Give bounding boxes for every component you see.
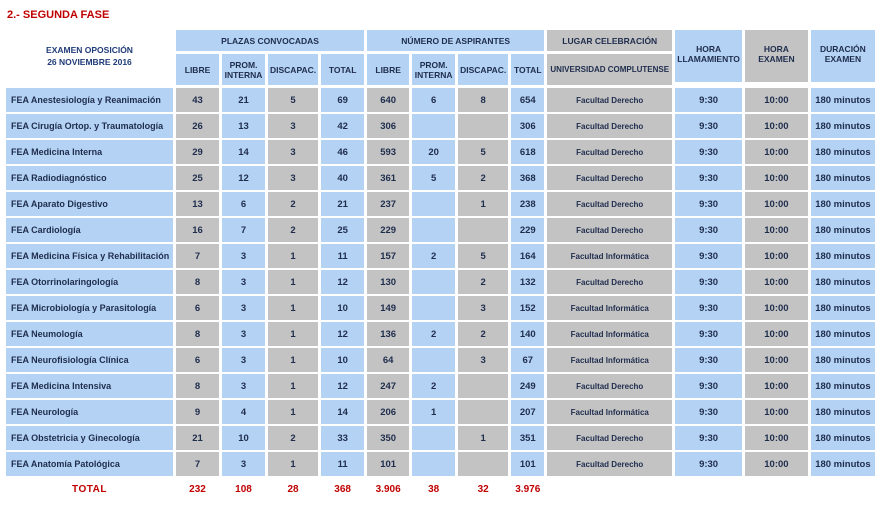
table-row (6, 426, 875, 452)
hora-llamamiento-header: HORA LLAMAMIENTO (675, 30, 742, 85)
aspirantes-total: 67 (511, 348, 544, 374)
hora-examen: 10:00 (745, 270, 808, 296)
lugar-celebracion: Facultad Informática (547, 348, 672, 374)
aspirantes-libre: 237 (367, 192, 409, 218)
plazas-libre: 26 (176, 114, 219, 140)
plazas-discapac: 3 (268, 114, 318, 140)
plazas-total: 14 (321, 400, 364, 426)
aspirantes-total: 140 (511, 322, 544, 348)
hora-llamamiento: 9:30 (675, 426, 742, 452)
aspirantes-prom-interna: 6 (412, 88, 455, 114)
plazas-prom-interna: 3 (222, 374, 265, 400)
hora-examen: 10:00 (745, 244, 808, 270)
hora-llamamiento: 9:30 (675, 270, 742, 296)
hora-examen: 10:00 (745, 296, 808, 322)
plazas-libre: 7 (176, 244, 219, 270)
plazas-prom-interna: 3 (222, 296, 265, 322)
plazas-discapac: 1 (268, 244, 318, 270)
hora-llamamiento: 9:30 (675, 114, 742, 140)
plazas-total: 11 (321, 452, 364, 478)
aspirantes-prom-interna: 20 (412, 140, 455, 166)
plazas-prom-interna: 14 (222, 140, 265, 166)
plazas-libre: 8 (176, 270, 219, 296)
specialty-name: FEA Neurología (6, 400, 173, 426)
col-plazas-libre: LIBRE (176, 54, 219, 85)
aspirantes-total: 152 (511, 296, 544, 322)
plazas-total: 40 (321, 166, 364, 192)
table-row (6, 348, 875, 374)
specialty-name: FEA Anestesiología y Reanimación (6, 88, 173, 114)
plazas-discapac: 3 (268, 140, 318, 166)
plazas-prom-interna: 12 (222, 166, 265, 192)
hora-llamamiento: 9:30 (675, 348, 742, 374)
aspirantes-prom-interna (412, 426, 455, 452)
lugar-celebracion: Facultad Informática (547, 244, 672, 270)
specialty-name: FEA Cirugía Ortop. y Traumatología (6, 114, 173, 140)
col-lugar-universidad: UNIVERSIDAD COMPLUTENSE (547, 54, 672, 85)
lugar-celebracion: Facultad Derecho (547, 140, 672, 166)
plazas-prom-interna: 3 (222, 348, 265, 374)
plazas-libre: 13 (176, 192, 219, 218)
specialty-name: FEA Microbiología y Parasitología (6, 296, 173, 322)
specialty-name: FEA Anatomía Patológica (6, 452, 173, 478)
plazas-discapac: 1 (268, 452, 318, 478)
aspirantes-discapac (458, 114, 508, 140)
table-body (6, 88, 875, 478)
aspirantes-total: 101 (511, 452, 544, 478)
specialty-name: FEA Neurofisiología Clínica (6, 348, 173, 374)
lugar-celebracion: Facultad Informática (547, 296, 672, 322)
plazas-total: 33 (321, 426, 364, 452)
aspirantes-discapac: 5 (458, 244, 508, 270)
plazas-discapac: 2 (268, 426, 318, 452)
table-row (6, 374, 875, 400)
duracion-examen: 180 minutos (811, 140, 875, 166)
aspirantes-libre: 247 (367, 374, 409, 400)
plazas-total: 11 (321, 244, 364, 270)
duracion-examen: 180 minutos (811, 296, 875, 322)
aspirantes-libre: 130 (367, 270, 409, 296)
col-plazas-discapac: DISCAPAC. (268, 54, 318, 85)
aspirantes-discapac: 1 (458, 426, 508, 452)
lugar-celebracion: Facultad Derecho (547, 88, 672, 114)
duracion-examen: 180 minutos (811, 348, 875, 374)
plazas-prom-interna: 4 (222, 400, 265, 426)
aspirantes-libre: 229 (367, 218, 409, 244)
aspirantes-libre: 593 (367, 140, 409, 166)
aspirantes-discapac: 2 (458, 322, 508, 348)
aspirantes-libre: 157 (367, 244, 409, 270)
hora-llamamiento: 9:30 (675, 452, 742, 478)
duracion-header: DURACIÓN EXAMEN (811, 30, 875, 85)
hora-examen: 10:00 (745, 218, 808, 244)
hora-examen: 10:00 (745, 426, 808, 452)
hora-llamamiento: 9:30 (675, 296, 742, 322)
total-plazas-prom: 108 (235, 483, 252, 495)
table-row (6, 192, 875, 218)
plazas-discapac: 2 (268, 192, 318, 218)
aspirantes-discapac: 3 (458, 348, 508, 374)
exam-date: 26 NOVIEMBRE 2016 (47, 57, 132, 67)
plazas-prom-interna: 7 (222, 218, 265, 244)
aspirantes-prom-interna: 2 (412, 322, 455, 348)
plazas-total: 12 (321, 374, 364, 400)
aspirantes-libre: 361 (367, 166, 409, 192)
totals-row (6, 478, 875, 500)
aspirantes-libre: 640 (367, 88, 409, 114)
aspirantes-discapac: 2 (458, 270, 508, 296)
aspirantes-libre: 149 (367, 296, 409, 322)
table-row (6, 166, 875, 192)
aspirantes-discapac (458, 452, 508, 478)
duracion-examen: 180 minutos (811, 322, 875, 348)
hora-llamamiento: 9:30 (675, 374, 742, 400)
aspirantes-libre: 101 (367, 452, 409, 478)
hora-llamamiento: 9:30 (675, 322, 742, 348)
duracion-examen: 180 minutos (811, 400, 875, 426)
plazas-discapac: 3 (268, 166, 318, 192)
plazas-discapac: 1 (268, 296, 318, 322)
plazas-discapac: 5 (268, 88, 318, 114)
total-aspirantes-prom: 38 (428, 483, 440, 495)
aspirantes-prom-interna (412, 270, 455, 296)
specialty-name: FEA Obstetricia y Ginecología (6, 426, 173, 452)
aspirantes-libre: 64 (367, 348, 409, 374)
plazas-libre: 43 (176, 88, 219, 114)
aspirantes-prom-interna (412, 296, 455, 322)
aspirantes-libre: 350 (367, 426, 409, 452)
duracion-examen: 180 minutos (811, 192, 875, 218)
aspirantes-prom-interna: 5 (412, 166, 455, 192)
table-row (6, 452, 875, 478)
aspirantes-total: 132 (511, 270, 544, 296)
duracion-examen: 180 minutos (811, 88, 875, 114)
hora-examen: 10:00 (745, 192, 808, 218)
lugar-celebracion: Facultad Informática (547, 400, 672, 426)
plazas-total: 46 (321, 140, 364, 166)
plazas-prom-interna: 3 (222, 452, 265, 478)
aspirantes-discapac (458, 218, 508, 244)
hora-llamamiento: 9:30 (675, 166, 742, 192)
plazas-libre: 29 (176, 140, 219, 166)
specialty-name: FEA Radiodiagnóstico (6, 166, 173, 192)
total-aspirantes-discapac: 32 (477, 483, 489, 495)
aspirantes-prom-interna (412, 348, 455, 374)
specialty-name: FEA Neumología (6, 322, 173, 348)
plazas-prom-interna: 6 (222, 192, 265, 218)
hora-llamamiento: 9:30 (675, 400, 742, 426)
plazas-libre: 9 (176, 400, 219, 426)
specialty-name: FEA Cardiología (6, 218, 173, 244)
plazas-discapac: 1 (268, 400, 318, 426)
duracion-examen: 180 minutos (811, 426, 875, 452)
total-aspirantes-total: 3.976 (515, 483, 541, 495)
plazas-prom-interna: 3 (222, 322, 265, 348)
hora-examen: 10:00 (745, 322, 808, 348)
aspirantes-prom-interna (412, 192, 455, 218)
plazas-libre: 6 (176, 296, 219, 322)
hora-examen: 10:00 (745, 166, 808, 192)
plazas-total: 69 (321, 88, 364, 114)
plazas-prom-interna: 3 (222, 244, 265, 270)
hora-llamamiento: 9:30 (675, 140, 742, 166)
specialty-name: FEA Medicina Física y Rehabilitación (6, 244, 173, 270)
specialty-name: FEA Otorrinolaringología (6, 270, 173, 296)
col-plazas-prom: PROM. INTERNA (222, 54, 265, 85)
hora-llamamiento: 9:30 (675, 88, 742, 114)
hora-examen: 10:00 (745, 140, 808, 166)
duracion-examen: 180 minutos (811, 218, 875, 244)
plazas-libre: 16 (176, 218, 219, 244)
hora-llamamiento: 9:30 (675, 192, 742, 218)
aspirantes-discapac: 3 (458, 296, 508, 322)
col-aspirantes-libre: LIBRE (367, 54, 409, 85)
total-plazas-discapac: 28 (287, 483, 299, 495)
aspirantes-discapac: 8 (458, 88, 508, 114)
plazas-libre: 7 (176, 452, 219, 478)
table-row (6, 114, 875, 140)
table-row (6, 270, 875, 296)
plazas-total: 12 (321, 322, 364, 348)
plazas-total: 25 (321, 218, 364, 244)
aspirantes-group-header: NÚMERO DE ASPIRANTES (367, 30, 544, 54)
hora-examen: 10:00 (745, 400, 808, 426)
duracion-examen: 180 minutos (811, 270, 875, 296)
table-row (6, 244, 875, 270)
plazas-prom-interna: 10 (222, 426, 265, 452)
aspirantes-prom-interna: 1 (412, 400, 455, 426)
plazas-discapac: 1 (268, 348, 318, 374)
hora-llamamiento: 9:30 (675, 218, 742, 244)
plazas-total: 10 (321, 348, 364, 374)
plazas-libre: 8 (176, 374, 219, 400)
plazas-total: 12 (321, 270, 364, 296)
exam-schedule-table (3, 30, 878, 500)
duracion-examen: 180 minutos (811, 244, 875, 270)
aspirantes-discapac: 5 (458, 140, 508, 166)
total-plazas-libre: 232 (189, 483, 206, 495)
lugar-celebracion: Facultad Derecho (547, 114, 672, 140)
hora-examen: 10:00 (745, 348, 808, 374)
lugar-celebracion: Facultad Derecho (547, 270, 672, 296)
lugar-celebracion: Facultad Derecho (547, 452, 672, 478)
hora-examen: 10:00 (745, 374, 808, 400)
table-row (6, 400, 875, 426)
plazas-libre: 8 (176, 322, 219, 348)
aspirantes-total: 654 (511, 88, 544, 114)
aspirantes-prom-interna (412, 114, 455, 140)
duracion-examen: 180 minutos (811, 166, 875, 192)
hora-examen: 10:00 (745, 452, 808, 478)
aspirantes-discapac: 1 (458, 192, 508, 218)
specialty-name: FEA Medicina Interna (6, 140, 173, 166)
total-aspirantes-libre: 3.906 (375, 483, 401, 495)
plazas-discapac: 2 (268, 218, 318, 244)
plazas-prom-interna: 3 (222, 270, 265, 296)
aspirantes-prom-interna: 2 (412, 244, 455, 270)
plazas-discapac: 1 (268, 322, 318, 348)
table-row (6, 296, 875, 322)
aspirantes-total: 164 (511, 244, 544, 270)
aspirantes-discapac: 2 (458, 166, 508, 192)
duracion-examen: 180 minutos (811, 452, 875, 478)
plazas-prom-interna: 13 (222, 114, 265, 140)
aspirantes-prom-interna (412, 452, 455, 478)
lugar-celebracion: Facultad Derecho (547, 192, 672, 218)
plazas-libre: 21 (176, 426, 219, 452)
aspirantes-libre: 206 (367, 400, 409, 426)
plazas-discapac: 1 (268, 270, 318, 296)
hora-examen-header: HORA EXAMEN (745, 30, 808, 85)
hora-examen: 10:00 (745, 114, 808, 140)
plazas-libre: 6 (176, 348, 219, 374)
plazas-libre: 25 (176, 166, 219, 192)
table-row (6, 322, 875, 348)
section-title: 2.- SEGUNDA FASE (7, 9, 110, 21)
aspirantes-total: 207 (511, 400, 544, 426)
lugar-celebracion: Facultad Derecho (547, 374, 672, 400)
plazas-group-header: PLAZAS CONVOCADAS (176, 30, 364, 54)
specialty-name: FEA Medicina Intensiva (6, 374, 173, 400)
aspirantes-prom-interna: 2 (412, 374, 455, 400)
specialty-name: FEA Aparato Digestivo (6, 192, 173, 218)
total-label: TOTAL (72, 483, 107, 495)
col-plazas-total: TOTAL (321, 54, 364, 85)
exam-date-header (6, 30, 173, 85)
hora-examen: 10:00 (745, 88, 808, 114)
hora-llamamiento: 9:30 (675, 244, 742, 270)
aspirantes-total: 618 (511, 140, 544, 166)
aspirantes-total: 249 (511, 374, 544, 400)
aspirantes-total: 368 (511, 166, 544, 192)
aspirantes-libre: 136 (367, 322, 409, 348)
col-aspirantes-total: TOTAL (511, 54, 544, 85)
table-row (6, 218, 875, 244)
lugar-group-header: LUGAR CELEBRACIÓN (547, 30, 672, 54)
total-plazas-total: 368 (334, 483, 351, 495)
col-aspirantes-prom: PROM. INTERNA (412, 54, 455, 85)
exam-title: EXAMEN OPOSICIÓN (46, 45, 133, 55)
plazas-discapac: 1 (268, 374, 318, 400)
duracion-examen: 180 minutos (811, 374, 875, 400)
aspirantes-discapac (458, 400, 508, 426)
aspirantes-discapac (458, 374, 508, 400)
aspirantes-prom-interna (412, 218, 455, 244)
col-aspirantes-discapac: DISCAPAC. (458, 54, 508, 85)
aspirantes-libre: 306 (367, 114, 409, 140)
plazas-total: 10 (321, 296, 364, 322)
table-row (6, 140, 875, 166)
lugar-celebracion: Facultad Derecho (547, 166, 672, 192)
lugar-celebracion: Facultad Derecho (547, 426, 672, 452)
lugar-celebracion: Facultad Derecho (547, 218, 672, 244)
plazas-total: 21 (321, 192, 364, 218)
lugar-celebracion: Facultad Informática (547, 322, 672, 348)
duracion-examen: 180 minutos (811, 114, 875, 140)
plazas-prom-interna: 21 (222, 88, 265, 114)
plazas-total: 42 (321, 114, 364, 140)
aspirantes-total: 238 (511, 192, 544, 218)
aspirantes-total: 351 (511, 426, 544, 452)
aspirantes-total: 229 (511, 218, 544, 244)
table-row (6, 88, 875, 114)
aspirantes-total: 306 (511, 114, 544, 140)
